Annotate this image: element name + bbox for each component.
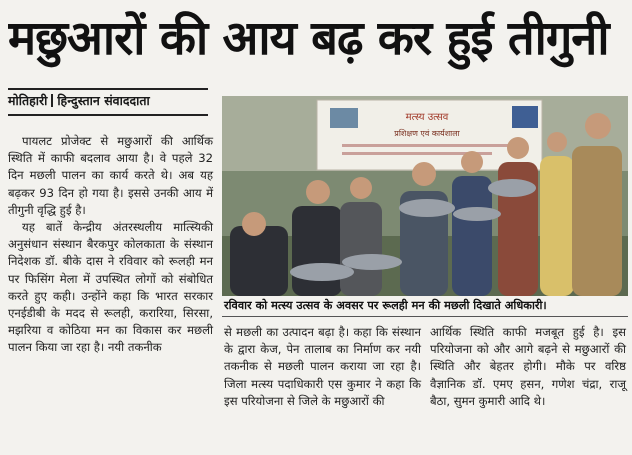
news-photo <box>222 96 628 296</box>
article-paragraph: से मछली का उत्पादन बढ़ा है। कहा कि संस्थान के द्वारा केज, पेन तालाब का निर्माण कर नयी तकनीक से मछली पालन कराया जा रहा है। जिला मत्स्य पदाधिकारी एस कुमार ने कहा कि इस परियोजना से जिले के मछुआरों की <box>224 325 421 408</box>
dateline-place: मोतिहारी <box>8 93 48 108</box>
svg-text:मत्स्य उत्सव: मत्स्य उत्सव <box>405 112 449 123</box>
dateline-source: हिन्दुस्तान संवाददाता <box>57 93 150 108</box>
dateline <box>8 92 213 109</box>
photo-illustration <box>222 96 628 296</box>
svg-text:प्रशिक्षण एवं कार्यशाला: प्रशिक्षण एवं कार्यशाला <box>394 129 460 138</box>
headline: मछुआरों की आय बढ़ कर हुई तीगुनी <box>8 11 609 66</box>
article-column-3 <box>430 324 626 410</box>
dateline-top-rule <box>8 88 208 90</box>
article-column-1 <box>8 133 213 357</box>
article-column-2 <box>224 324 421 410</box>
article-paragraph: यह बातें केन्द्रीय अंतरस्थलीय मात्स्यिकी अनुसंधान संस्थान बैरकपुर कोलकाता के संस्थान निदेशक डॉ. बीके दास ने रविवार को रूलही मन पर फिसिंग मेला में उपस्थित लोगों को संबोधित करते हुए कही। उन्होंने कहा कि भारत सरकार एनईडीबी के मदद से रूलही, करारिया, सिरसा, मझरिया व कोठिया मन का विकास कर मछली पालन किया जा रहा है। नयी तकनीक <box>8 220 213 355</box>
article-paragraph: आर्थिक स्थिति काफी मजबूत हुई है। इस परियोजना को और आगे बढ़ने से मछुआरों की स्थिति और बेहतर होगी। मौके पर वरिष्ठ वैज्ञानिक डॉ. एमए हसन, गणेश चंद्रा, राजू बैठा, सुमन कुमारी आदि थे। <box>430 325 626 408</box>
caption-rule <box>222 316 628 317</box>
dateline-bottom-rule <box>8 114 208 116</box>
photo-caption: रविवार को मत्स्य उत्सव के अवसर पर रूलही मन की मछली दिखाते अधिकारी। <box>224 299 547 312</box>
article-paragraph: पायलट प्रोजेक्ट से मछुआरों की आर्थिक स्थिति में काफी बदलाव आया है। वे पहले 32 दिन मछली पालन का कार्य करते थे। अब यह बढ़कर 93 दिन हो गया है। इससे उनकी आय में तीगुनी वृद्धि हुई है। <box>8 134 213 217</box>
dateline-separator <box>51 94 53 107</box>
